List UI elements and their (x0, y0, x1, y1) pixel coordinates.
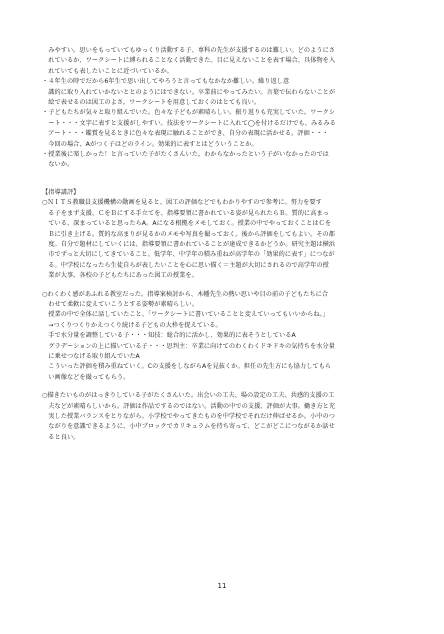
comment-item: ○わくわく感があふれる教室だった。指導案検討から、木幡先生の熱い思いや目の前の子どもたちに合 (42, 290, 329, 298)
body-line: みやすい。思いをもっていてもゆっくり活動する子、専科の先生が支援するのは難しい。どのようにさ (42, 47, 336, 54)
body-line: こういった評価を積み重ねていく。Cの支援をしながらAを見抜くか。担任の先生方にも協力してもら (42, 363, 332, 371)
body-line: 実した授業バランスをとりながら。小学校でやってきたものを中学校でそれだけ伸ばせるか。小中のつ (42, 413, 335, 420)
page-number: 11 (217, 582, 227, 590)
body-line: い画像などを撮ってもらう。 (42, 373, 130, 381)
body-line: 絵で表せるのは図工のよさ。ワークシートを用意しておくのはとても良い。 (42, 99, 261, 107)
comment-item: ○ＮＩＴＳ教職員支援機構の動画を見ると、図工の評価などでもわかりやすので参考に。努力を要す (42, 199, 322, 207)
body-line: れていても表したいことに近づいているか。 (42, 67, 173, 75)
body-line: Ｂに引き上げる。質的な高まりが見るかのメモや写真を撮っておく。後から評価をしてもよい。その都 (42, 230, 336, 238)
bullet-item: ・４年生の時でだから6年生で思い出してやろうと言ってもなかなか難しい。繰り返し意 (42, 78, 290, 86)
body-line: 業が大事。各校の子どもたちにあった図工の授業を。 (42, 272, 198, 280)
body-line: わせて柔軟に変えていこうとする姿勢が素晴らしい。 (42, 300, 198, 308)
body-line: 識的に取り入れていかないととのようにはできない。卒業前にやってみたい。言葉で伝わらないことが (42, 88, 336, 96)
bullet-item: ・子どもたちが気々と取り組んでいた。色々な子どもが素晴らしい。振り返りも充実していた。ワークシ (42, 109, 336, 117)
body-line: ると良い。 (42, 433, 80, 441)
bullet-item: ・授業後に楽しかった！と言っていた子がたくさんいた。わからなかったという子がいなかったのでは (42, 151, 329, 159)
body-line: 授業の中で全体に話していたこと、「ワークシートに書いていることと変えていってもいいからね。」 (42, 311, 329, 319)
body-line: ながりを意識できるように、小中ブロックでカリキュラムを持ち寄って、どこがどこにつながるか話せ (42, 423, 335, 431)
body-line: る。中学校になったら生徒自らが表したいことを心に思い描く＝主題が大切にされるので高学年の授 (42, 261, 329, 269)
body-line: 度。自分で題材にしていくには、指導要領に書かれていることが達成できるかどうか。研究主題は横浜 (42, 240, 336, 248)
body-line: れているか、ワークシートに縛られることなく活動できた。目に見えないことを表す場合、具体物を入 (42, 57, 336, 65)
body-line: ート・・・文字に表すと支援がしやすい。技法をワークシートに入れて◯を付けるだけでも、みるみる (42, 119, 336, 127)
body-line: ないか。 (42, 161, 74, 169)
body-line: る子をまず支援、ＣをＢにする手立てを。指導要領に書かれている姿が見られたらＢ。質的に高まっ (42, 209, 329, 217)
body-line: 今回の場合、Aがつく子はどのライン。効果的に表すとはどういうことか。 (42, 140, 258, 148)
paragraph-gap (42, 282, 410, 290)
body-line: ている、深まっていると思ったらA。Aになる根拠をメモしておく。授業の中でやっておくことはＣを (42, 220, 332, 228)
body-line: アート・・・鑑賞を見るときに色々な表現に触れることができ、自分の表現に活かせる。評価・・・ (42, 130, 329, 138)
comment-item: ○描きたいものがはっきりしている子がたくさんいた。出会いの工夫、場の設定の工夫、共感的支援の工 (42, 392, 335, 400)
body-line: に乗せつなげる取り組んでいたA (42, 352, 140, 360)
section-heading: 【指導講評】 (42, 188, 80, 196)
body-line: グラデーションの上に描いている子・・・思判主：卒業に向けてのわくわくドキドキの気持ちを水分量 (42, 342, 335, 350)
body-line: →つくりつくりかえつくり続ける子どもの大枠を捉えている。 (42, 321, 222, 329)
page-body (42, 46, 410, 443)
body-line: 夫などが素晴らしいから。評価は作品でするのではない。活動の中での支援、評価が大事。働き方と充 (42, 402, 336, 410)
paragraph-gap (42, 383, 410, 391)
body-line: 手で水分量を調整している子・・・知技：総合的に活かし、効果的に表そうとしているA (42, 332, 296, 340)
body-line: 市でずっと大切にしてきていること。低学年、中学年の積み重ねが高学年の「効果的に表す」につなが (42, 251, 335, 259)
